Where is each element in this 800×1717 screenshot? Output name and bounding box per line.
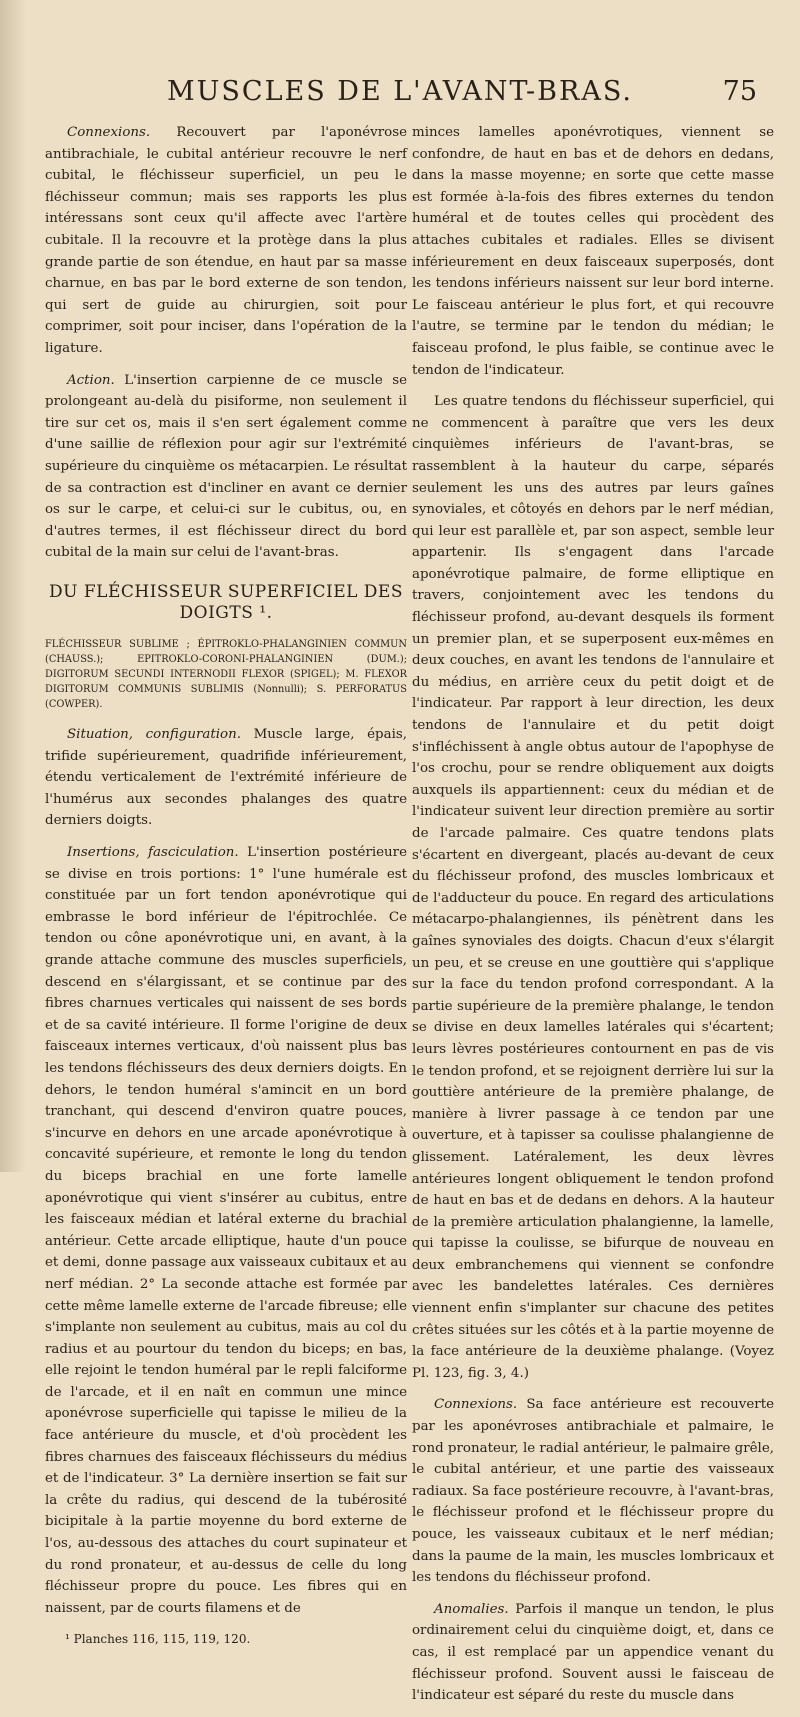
section-title: DU FLÉCHISSEUR SUPERFICIEL DES DOIGTS ¹.: [49, 581, 403, 624]
paragraph-situation: [45, 724, 407, 832]
paragraph-action: [45, 370, 407, 564]
paragraph-text: Muscle large, épais, trifide supérieurement, quadrifide inférieurement, étendu verticalement de l'extrémité inférieure de l'humérus aux secondes phalanges des quatre derniers doigts.: [45, 727, 407, 829]
paragraph-lead: Connexions.: [434, 1397, 518, 1413]
paragraph-lead: Situation, configuration.: [67, 727, 241, 743]
page-number: 75: [722, 76, 757, 107]
paragraph-connexions: [45, 122, 407, 360]
paragraph-text: Sa face antérieure est recouverte par les aponévroses antibrachiale et palmaire, le rond pronateur, le radial antérieur, le palmaire grêle, le cubital antérieur, et une partie des vaisseaux radiaux. Sa face postérieure recouvre, à l'avant-bras, le fléchisseur profond et le fléchisseur propre du pouce, les vaisseaux cubitaux et le nerf médian; dans la paume de la main, les muscles lombricaux et les tendons du fléchisseur profond.: [412, 1397, 774, 1586]
paragraph-lead: Action.: [67, 372, 115, 388]
footnote: ¹ Planches 116, 115, 119, 120.: [65, 1632, 251, 1647]
running-head: MUSCLES DE L'AVANT-BRAS.: [167, 76, 633, 107]
paragraph-text: Recouvert par l'aponévrose antibrachiale, le cubital antérieur recouvre le nerf cubital, le fléchisseur superficiel, un peu le fléchisseur commun; mais ses rapports les plus intéressans sont ceux qu'il affecte avec l'artère cubitale. Il la recouvre et la protège dans la plus grande partie de son étendue, en haut par sa masse charnue, en bas par le bord externe de son tendon, qui sert de guide au chirurgien, soit pour comprimer, soit pour inciser, dans l'opération de la ligature.: [45, 125, 408, 356]
right-column: [412, 122, 774, 1717]
paragraph-text: L'insertion carpienne de ce muscle se prolongeant au-delà du pisiforme, non seulement il tire sur cet os, mais il s'en sert également comme d'une saillie de réflexion pour agir sur l'extrémité supérieure du cinquième os métacarpien. Le résultat de sa contraction est d'incliner en avant ce dernier os sur le carpe, et celui-ci sur le cubitus, ou, en d'autres termes, il est fléchisseur direct du bord cubital de la main sur celui de l'avant-bras.: [45, 372, 408, 561]
paragraph-insertions: [45, 842, 407, 1619]
paragraph-text: Parfois il manque un tendon, le plus ordinairement celui du cinquième doigt, et, dans ce cas, il est remplacé par un appendice venant du fléchisseur profond. Souvent aussi le faisceau de l'indicateur est séparé du reste du muscle dans: [412, 1601, 774, 1704]
paragraph-anomalies: [412, 1599, 774, 1707]
paragraph-lead: Anomalies.: [434, 1601, 509, 1617]
paragraph-lead: Insertions, fasciculation.: [67, 845, 239, 861]
paragraph-tendons: Les quatre tendons du fléchisseur superficiel, qui ne commencent à paraître que vers les deux cinquièmes inférieurs de l'avant-bras, se rassemblent à la hauteur du carpe, séparés seulement les uns des autres par leurs gaînes synoviales, et côtoyés en dehors par le nerf médian, qui leur est parallèle et, par son aspect, semble leur appartenir. Ils s'engagent dans l'arcade aponévrotique palmaire, de forme elliptique en travers, conjointement avec les tendons du fléchisseur profond, au-devant desquels ils forment un premier plan, et se superposent eux-mêmes en deux couches, en avant les tendons de l'annulaire et du médius, en arrière ceux du petit doigt et de l'indicateur. Par rapport à leur direction, les deux tendons de l'annulaire et du petit doigt s'infléchissent à angle obtus autour de l'apophyse de l'os crochu, pour se rendre obliquement aux doigts auxquels ils appartiennent: ceux du médian et de l'indicateur suivent leur direction première au sortir de l'arcade palmaire. Ces quatre tendons plats s'écartent en divergeant, placés au-devant de ceux du fléchisseur profond, des muscles lombricaux et de l'adducteur du pouce. En regard des articulations métacarpo-phalangiennes, ils pénètrent dans les gaînes synoviales des doigts. Chacun d'eux s'élargit un peu, et se creuse en une gouttière qui s'applique sur la face du tendon profond correspondant. A la partie supérieure de la première phalange, le tendon se divise en deux lamelles latérales qui s'écartent; leurs lèvres postérieures contournent en pas de vis le tendon profond, et se rejoignent derrière lui sur la gouttière antérieure de la première phalange, de manière à livrer passage à ce tendon par une ouverture, et à tapisser sa coulisse phalangienne de glissement. Latéralement, les deux lèvres antérieures longent obliquement le tendon profond de haut en bas et de dedans en dehors. A la hauteur de la première articulation phalangienne, la lamelle, qui tapisse la coulisse, se bifurque de nouveau en deux embranchemens qui viennent se confondre avec les bandelettes latérales. Ces dernières viennent enfin s'implanter sur chacune des petites crêtes situées sur les côtés et à la partie moyenne de la face antérieure de la deuxième phalange. (Voyez Pl. 123, fig. 3, 4.): [412, 394, 774, 1381]
paragraph-connexions-2: [412, 1394, 774, 1588]
page-fold-shadow: [0, 0, 26, 1172]
paragraph-lead: Connexions.: [67, 125, 151, 140]
paragraph-continued: minces lamelles aponévrotiques, viennent se confondre, de haut en bas et de dehors en dedans, dans la masse moyenne; en sorte que cette masse est formée à-la-fois des fibres externes du tendon huméral et de toutes celles qui procèdent des attaches cubitales et radiales. Elles se divisent inférieurement en deux faisceaux superposés, dont les tendons inférieurs naissent sur leur bord interne. Le faisceau antérieur le plus fort, et qui recouvre l'autre, se termine par le tendon du médian; le faisceau profond, le plus faible, se continue avec le tendon de l'indicateur.: [412, 125, 774, 378]
paragraph-text: L'insertion postérieure se divise en trois portions: 1° l'une humérale est constituée par un fort tendon aponévrotique qui embrasse le bord inférieur de l'épitrochlée. Ce tendon ou cône aponévrotique uni, en avant, à la grande attache commune des muscles superficiels, descend en s'élargissant, et se continue par des fibres charnues verticales qui naissent de ses bords et de sa cavité intérieure. Il forme l'origine de deux faisceaux internes verticaux, d'où naissent plus bas les tendons fléchisseurs des deux derniers doigts. En dehors, le tendon huméral s'amincit en un bord tranchant, qui descend d'environ quatre pouces, s'incurve en dehors en une arcade aponévrotique à concavité supérieure, et remonte le long du tendon du biceps brachial en une forte lamelle aponévrotique qui vient s'insérer au cubitus, entre les faisceaux médian et latéral externe du brachial antérieur. Cette arcade elliptique, haute d'un pouce et demi, donne passage aux vaisseaux cubitaux et au nerf médian. 2° La seconde attache est formée par cette même lamelle externe de l'arcade fibreuse; elle s'implante non seulement au cubitus, mais au col du radius et au pourtour du tendon du biceps; en bas, elle rejoint le tendon huméral par le repli falciforme de l'arcade, et il en naît en commun une mince aponévrose superficielle qui tapisse le milieu de la face antérieure du muscle, et d'où procèdent les fibres charnues des faisceaux fléchisseurs du médius et de l'indicateur. 3° La dernière insertion se fait sur la crête du radius, qui descend de la tubérosité bicipitale à la partie moyenne du bord externe de l'os, au-dessous des attaches du court supinateur et du rond pronateur, et au-dessus de celle du long fléchisseur propre du pouce. Les fibres qui en naissent, par de courts filamens et de: [45, 845, 408, 1616]
left-column: [45, 122, 407, 1661]
synonyms: FLÉCHISSEUR SUBLIME ; ÉPITROKLO-PHALANGINIEN COMMUN (CHAUSS.); EPITROKLO-CORONI-PHALANGINIEN (DUM.); DIGITORUM SECUNDI INTERNODII FLEXOR (SPIGEL); M. FLEXOR DIGITORUM COMMUNIS SUBLIMIS (Nonnulli); S. PERFORATUS (COWPER).: [45, 639, 407, 711]
